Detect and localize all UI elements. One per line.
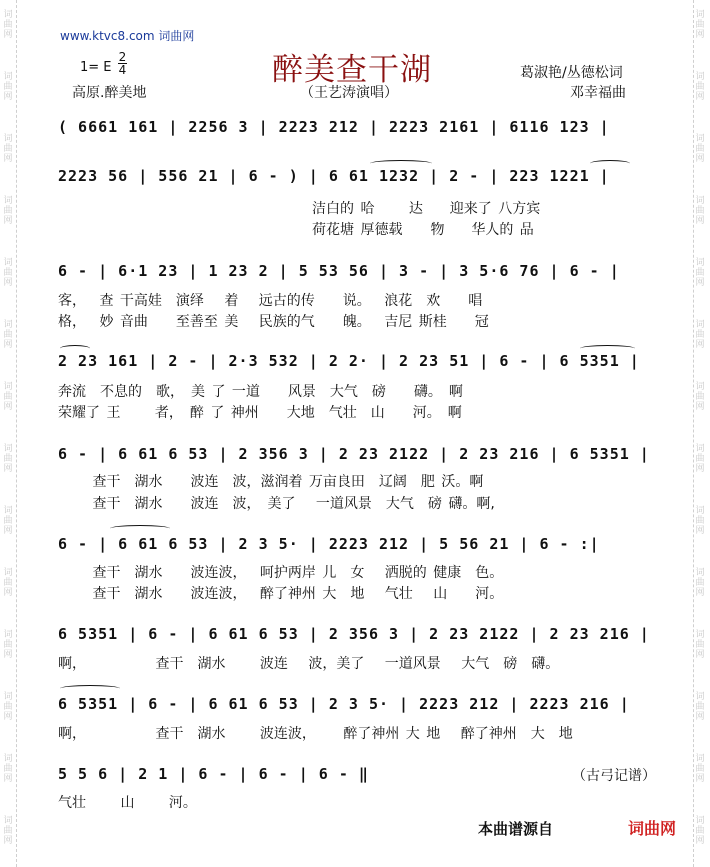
score-line-7: 6 5351 | 6 - | 6 61 6 53 | 2 356 3 | 2 23 2122 | 2 23 216 | bbox=[58, 625, 650, 643]
lyricist: 葛淑艳/丛德松词 bbox=[520, 65, 623, 81]
watermark-text: 词 曲 网 bbox=[3, 10, 13, 40]
score-line-6: 6 - | 6 61 6 53 | 2 3 5· | 2223 212 | 5 56 21 | 6 - :| bbox=[58, 535, 600, 553]
right-watermark-strip bbox=[693, 0, 710, 867]
score-line-2: 2223 56 | 556 21 | 6 - ) | 6 61 1232 | 2 - | 223 1221 | bbox=[58, 167, 610, 185]
watermark-text: 词 曲 网 bbox=[695, 692, 705, 722]
lyric-line-3-verse-2: 格， 妙 音曲 至善至 美 民族的气 魄。 吉尼 斯桂 冠 bbox=[58, 314, 489, 330]
slur-mark bbox=[60, 345, 90, 352]
watermark-text: 词 曲 网 bbox=[3, 258, 13, 288]
watermark-text: 词 曲 网 bbox=[3, 320, 13, 350]
key-signature: 1= E bbox=[80, 60, 112, 75]
watermark-text: 词 曲 网 bbox=[695, 444, 705, 474]
lyric-line-3-verse-1: 客， 查 干高娃 演绎 着 远古的传 说。 浪花 欢 唱 bbox=[58, 293, 483, 309]
lyric-line-6-verse-1: 查干 湖水 波连波， 呵护两岸 儿 女 洒脱的 健康 色。 bbox=[58, 565, 504, 581]
score-line-5: 6 - | 6 61 6 53 | 2 356 3 | 2 23 2122 | 2 23 216 | 6 5351 | bbox=[58, 445, 650, 463]
watermark-text: 词 曲 网 bbox=[695, 630, 705, 660]
score-line-8: 6 5351 | 6 - | 6 61 6 53 | 2 3 5· | 2223 212 | 2223 216 | bbox=[58, 695, 630, 713]
watermark-text: 词 曲 网 bbox=[3, 72, 13, 102]
slur-mark bbox=[60, 685, 120, 692]
left-watermark-strip bbox=[0, 0, 17, 867]
watermark-text: 词 曲 网 bbox=[3, 754, 13, 784]
footer-brand[interactable]: 词曲网 bbox=[628, 819, 677, 838]
footer-source: 本曲谱源自 bbox=[478, 820, 554, 838]
watermark-text: 词 曲 网 bbox=[695, 506, 705, 536]
slur-mark bbox=[580, 345, 635, 352]
lyric-line-5-verse-1: 查干 湖水 波连 波，滋润着 万亩良田 辽阔 肥 沃。啊 bbox=[58, 474, 484, 490]
score-line-4: 2 23 161 | 2 - | 2·3 532 | 2 2· | 2 23 51 | 6 - | 6 5351 | bbox=[58, 352, 640, 370]
watermark-text: 词 曲 网 bbox=[3, 816, 13, 846]
site-url: www.ktvc8.com 词曲网 bbox=[60, 29, 195, 43]
lyric-line-7: 啊， 查干 湖水 波连 波，美了 一道风景 大气 磅 礴。 bbox=[58, 656, 560, 672]
time-signature-top: 2 bbox=[118, 50, 127, 64]
lyric-line-2-verse-1: 洁白的 哈 达 迎来了 八方宾 bbox=[312, 201, 541, 217]
time-signature-bottom: 4 bbox=[118, 63, 127, 77]
watermark-text: 词 曲 网 bbox=[3, 630, 13, 660]
lyric-line-2-verse-2: 荷花塘 厚德载 物 华人的 品 bbox=[312, 222, 534, 238]
lyric-line-9: 气壮 山 河。 bbox=[58, 795, 197, 811]
watermark-text: 词 曲 网 bbox=[695, 754, 705, 784]
watermark-text: 词 曲 网 bbox=[695, 816, 705, 846]
singer: （王艺涛演唱） bbox=[300, 85, 398, 101]
composer: 邓幸福曲 bbox=[570, 85, 626, 101]
watermark-text: 词 曲 网 bbox=[695, 568, 705, 598]
time-signature bbox=[118, 51, 127, 76]
watermark-text: 词 曲 网 bbox=[695, 258, 705, 288]
slur-mark bbox=[110, 525, 170, 532]
slur-mark bbox=[370, 160, 432, 167]
lyric-line-6-verse-2: 查干 湖水 波连波， 醉了神州 大 地 气壮 山 河。 bbox=[58, 586, 504, 602]
lyric-line-5-verse-2: 查干 湖水 波连 波， 美了 一道风景 大气 磅 礴。啊, bbox=[58, 496, 495, 512]
song-subtitle: 高原.醉美地 bbox=[72, 85, 147, 101]
watermark-text: 词 曲 网 bbox=[3, 444, 13, 474]
watermark-text: 词 曲 网 bbox=[3, 134, 13, 164]
slur-mark bbox=[590, 160, 630, 167]
watermark-text: 词 曲 网 bbox=[695, 72, 705, 102]
watermark-text: 词 曲 网 bbox=[3, 196, 13, 226]
watermark-text: 词 曲 网 bbox=[695, 320, 705, 350]
watermark-text: 词 曲 网 bbox=[3, 506, 13, 536]
transcriber-credit: （古弓记谱） bbox=[572, 768, 656, 784]
watermark-text: 词 曲 网 bbox=[695, 134, 705, 164]
watermark-text: 词 曲 网 bbox=[695, 382, 705, 412]
watermark-text: 词 曲 网 bbox=[3, 382, 13, 412]
watermark-text: 词 曲 网 bbox=[695, 10, 705, 40]
song-title: 醉美查干湖 bbox=[272, 52, 432, 88]
score-line-9: 5 5 6 | 2 1 | 6 - | 6 - | 6 - ‖ bbox=[58, 765, 369, 783]
watermark-text: 词 曲 网 bbox=[695, 196, 705, 226]
watermark-text: 词 曲 网 bbox=[3, 692, 13, 722]
score-line-3: 6 - | 6·1 23 | 1 23 2 | 5 53 56 | 3 - | 3 5·6 76 | 6 - | bbox=[58, 262, 620, 280]
watermark-text: 词 曲 网 bbox=[3, 568, 13, 598]
lyric-line-4-verse-1: 奔流 不息的 歌， 美 了 一道 风景 大气 磅 礴。 啊 bbox=[58, 384, 463, 400]
lyric-line-8: 啊， 查干 湖水 波连波， 醉了神州 大 地 醉了神州 大 地 bbox=[58, 726, 573, 742]
score-line-1: ( 6661 161 | 2256 3 | 2223 212 | 2223 2161 | 6116 123 | bbox=[58, 118, 610, 136]
lyric-line-4-verse-2: 荣耀了 王 者， 醉 了 神州 大地 气壮 山 河。 啊 bbox=[58, 405, 462, 421]
